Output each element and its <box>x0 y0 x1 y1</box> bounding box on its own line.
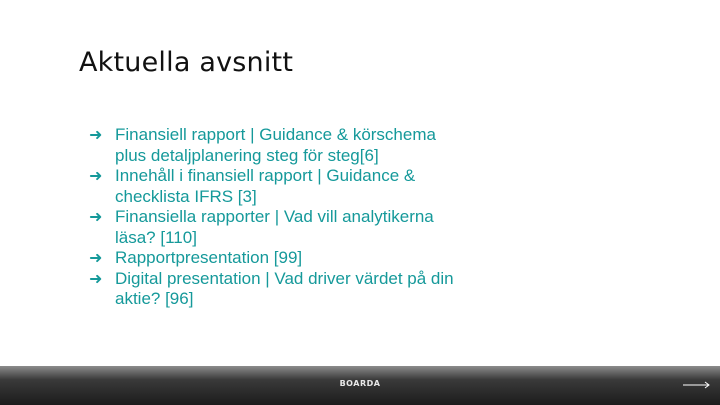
arrow-right-icon: ➜ <box>89 166 103 185</box>
arrow-right-icon: ➜ <box>89 125 103 144</box>
topic-link[interactable]: Finansiella rapporter | Vad vill analytikerna läsa? [110] <box>115 207 434 247</box>
arrow-right-icon: ➜ <box>89 248 103 267</box>
arrow-right-icon: ➜ <box>89 268 103 288</box>
slide-title: Aktuella avsnitt <box>79 47 294 78</box>
topic-list <box>89 125 469 310</box>
list-item[interactable] <box>89 207 469 248</box>
list-item[interactable] <box>89 248 469 269</box>
topic-link[interactable]: Digital presentation | Vad driver värdet på din aktie? [96] <box>115 268 454 308</box>
footer-bar <box>0 366 720 405</box>
long-arrow-right-icon[interactable] <box>683 379 711 391</box>
arrow-right-icon: ➜ <box>89 207 103 226</box>
topic-link[interactable]: Finansiell rapport | Guidance & körschema plus detaljplanering steg för steg[6] <box>115 125 436 165</box>
list-item[interactable] <box>89 125 469 166</box>
brand-logo: BOARDA <box>339 379 381 388</box>
list-item[interactable] <box>89 269 469 310</box>
list-item[interactable] <box>89 166 469 207</box>
topic-link[interactable]: Innehåll i finansiell rapport | Guidance & checklista IFRS [3] <box>115 166 416 206</box>
topic-link[interactable]: Rapportpresentation [99] <box>115 248 303 267</box>
